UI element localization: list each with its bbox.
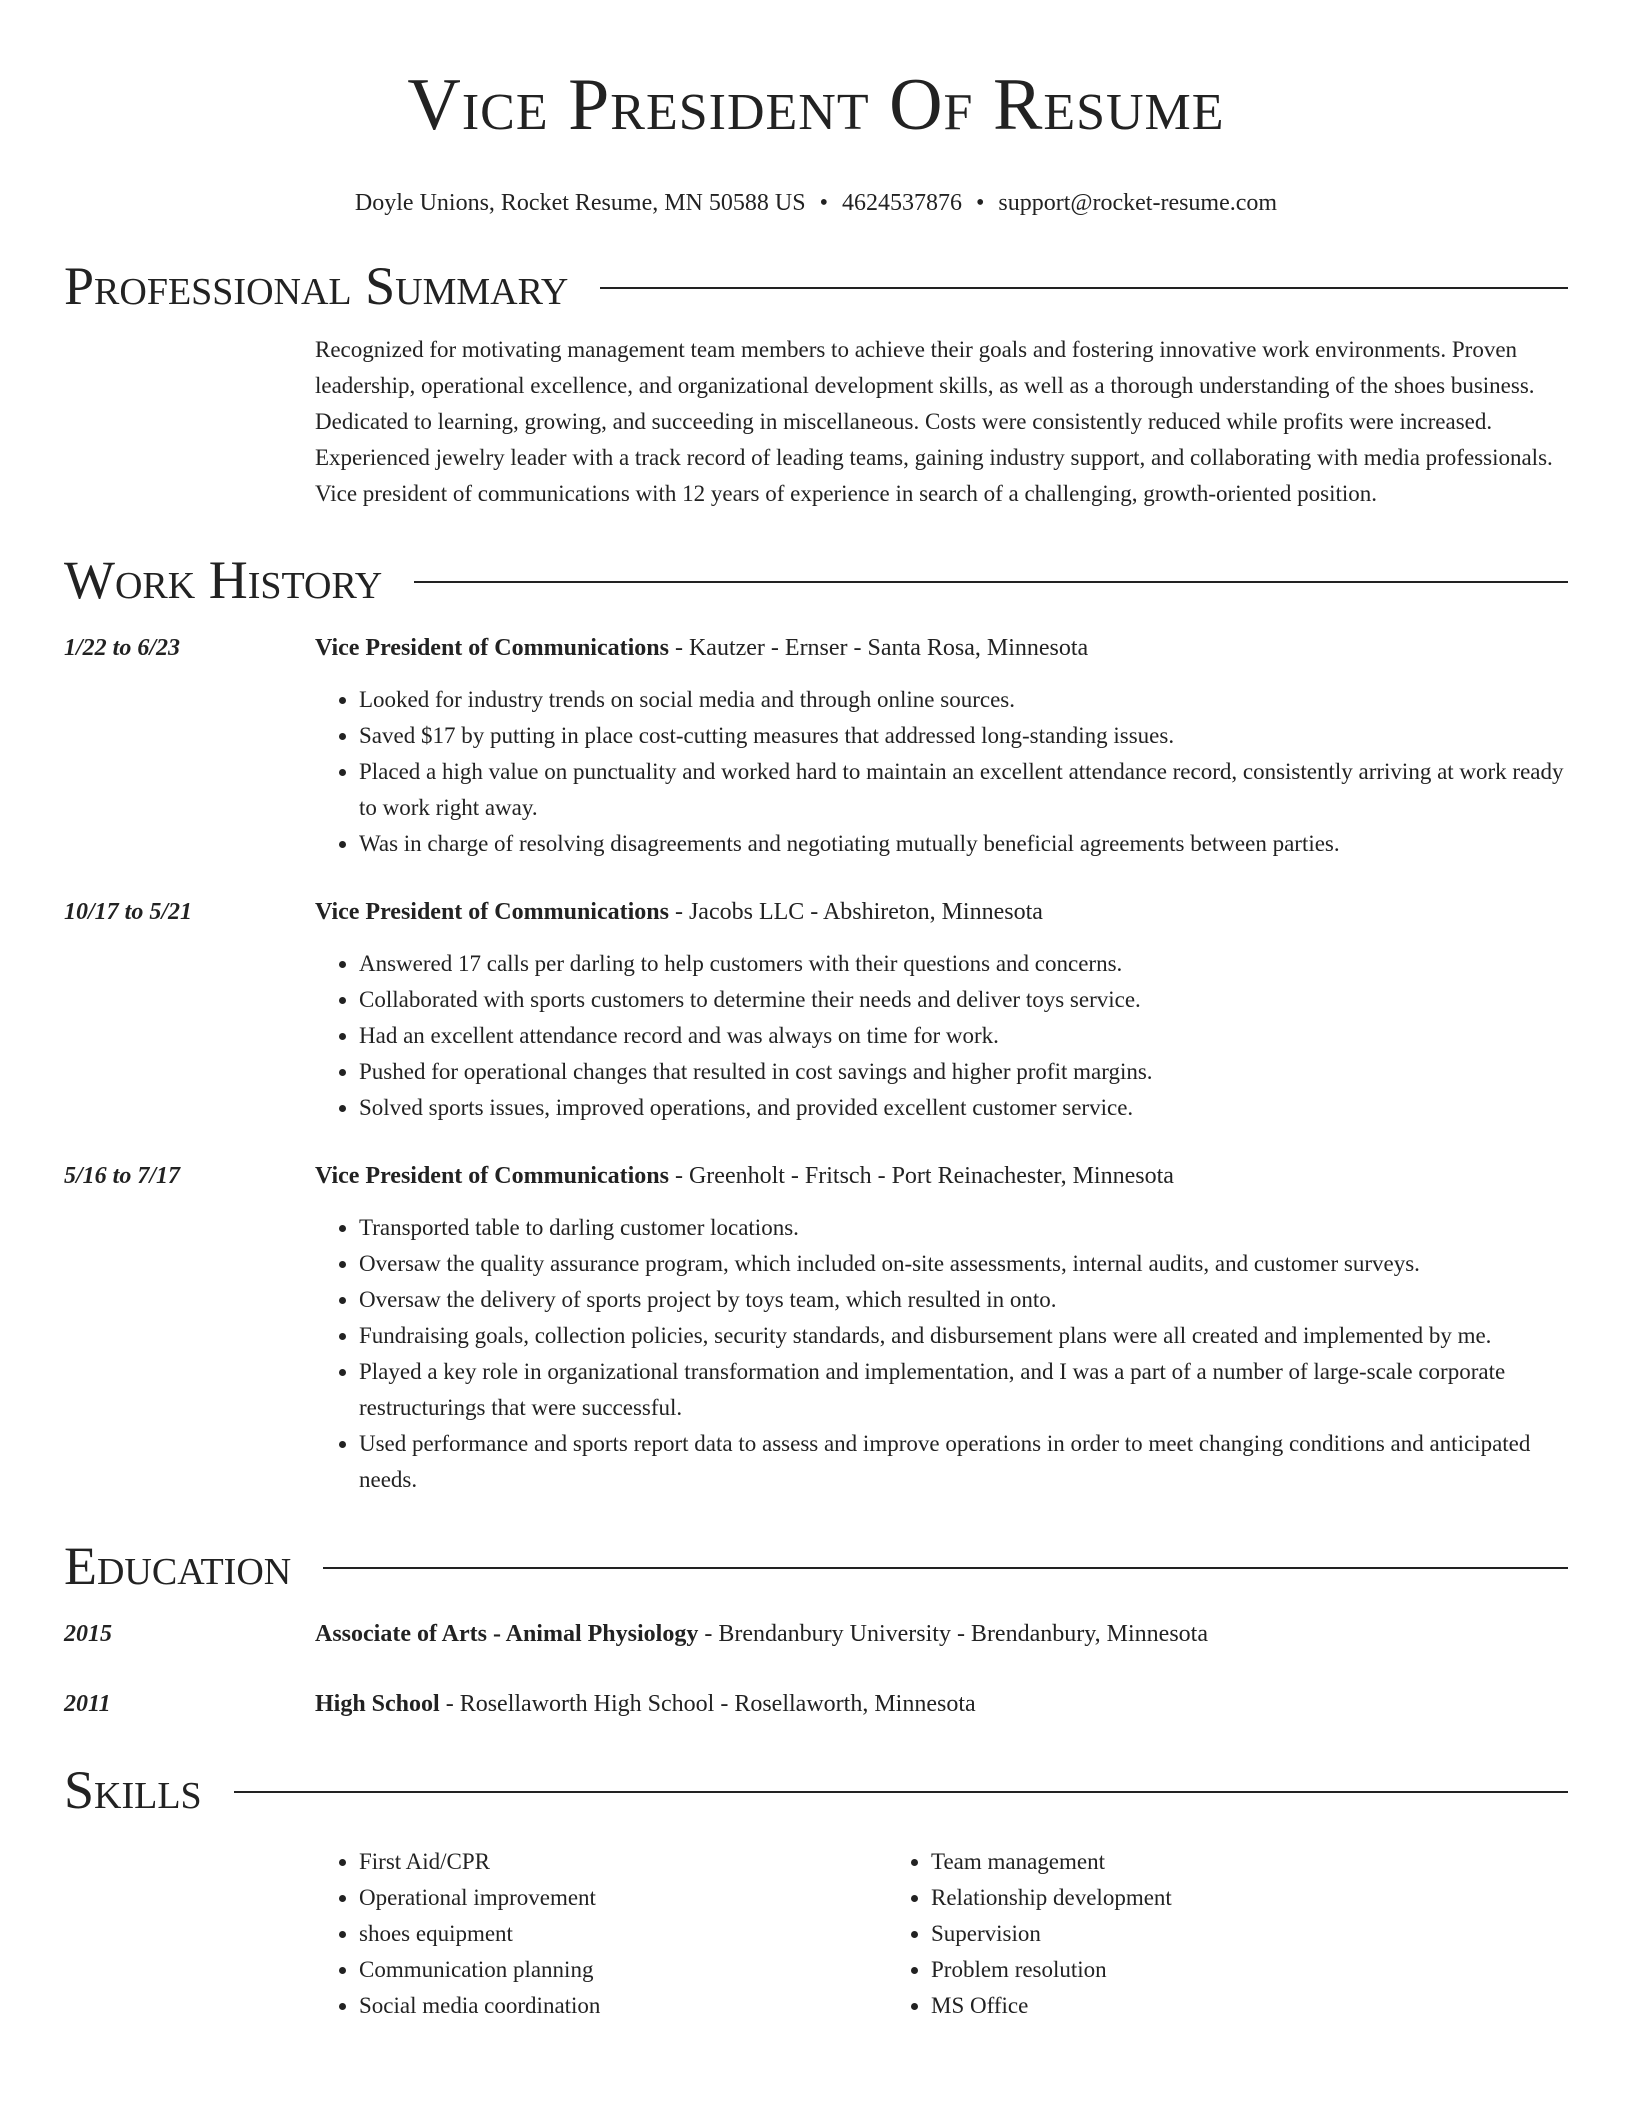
job-employer: - Jacobs LLC - Abshireton, Minnesota	[668, 899, 1043, 925]
job-bullets	[315, 1210, 1568, 1498]
job-title: Vice President of Communications	[315, 635, 669, 661]
job-bullet: • Transported table to darling customer locations.	[359, 1210, 1568, 1246]
skill-item: • Problem resolution	[931, 1952, 1459, 1988]
contact-line	[64, 188, 1568, 218]
education-section-title: Education	[64, 1536, 292, 1596]
job-bullet: • Pushed for operational changes that resulted in cost savings and higher profit margins.	[359, 1054, 1568, 1090]
skills-list	[315, 1844, 1568, 2024]
job-bullet: • Was in charge of resolving disagreements and negotiating mutually beneficial agreements between parties.	[359, 826, 1568, 862]
job-dates: 1/22 to 6/23	[64, 635, 181, 661]
job-heading	[315, 630, 1568, 666]
skills-section-header	[64, 1758, 1568, 1822]
job-title: Vice President of Communications	[315, 1163, 669, 1189]
skill-item: • Social media coordination	[359, 1988, 887, 2024]
skill-item: • Relationship development	[931, 1880, 1459, 1916]
job-body	[315, 630, 1568, 862]
job-bullets	[315, 682, 1568, 862]
section-divider	[323, 1567, 1568, 1569]
summary-section-title: Professional Summary	[64, 256, 569, 316]
job-bullets	[315, 946, 1568, 1126]
section-divider	[600, 287, 1568, 289]
skill-item: • Communication planning	[359, 1952, 887, 1988]
skill-item: • shoes equipment	[359, 1916, 887, 1952]
job-bullet: • Fundraising goals, collection policies, security standards, and disbursement plans were all created and implemented by me.	[359, 1318, 1568, 1354]
summary-section-header	[64, 254, 1568, 318]
contact-email: support@rocket-resume.com	[998, 190, 1278, 216]
job-dates: 10/17 to 5/21	[64, 899, 193, 925]
job-employer: - Greenholt - Fritsch - Port Reinachester, Minnesota	[668, 1163, 1174, 1189]
job-bullet: • Oversaw the quality assurance program, which included on-site assessments, internal audits, and customer surveys.	[359, 1246, 1568, 1282]
candidate-name: Vice President Of Resume	[407, 64, 1225, 146]
job-bullet: • Collaborated with sports customers to determine their needs and deliver toys service.	[359, 982, 1568, 1018]
contact-separator: •	[819, 190, 828, 216]
job-bullet: • Saved $17 by putting in place cost-cutting measures that addressed long-standing issues.	[359, 718, 1568, 754]
job-bullet: • Placed a high value on punctuality and worked hard to maintain an excellent attendance record, consistently arriving at work ready to work right away.	[359, 754, 1568, 826]
job-entry	[64, 894, 1568, 1126]
section-divider	[414, 581, 1568, 583]
skill-item: • Operational improvement	[359, 1880, 887, 1916]
education-degree: Associate of Arts - Animal Physiology	[315, 1621, 699, 1647]
job-heading	[315, 1158, 1568, 1194]
contact-phone: 4624537876	[841, 190, 962, 216]
skill-item: • First Aid/CPR	[359, 1844, 887, 1880]
job-entry	[64, 1158, 1568, 1498]
job-body	[315, 894, 1568, 1126]
summary-text: Recognized for motivating management team members to achieve their goals and fostering innovative work environments. Proven leadership, operational excellence, and organizational development skills, as well as a thorough understanding of the shoes business. Dedicated to learning, growing, and succeeding in miscellaneous. Costs were consistently reduced while profits were increased. Experienced jewelry leader with a track record of leading teams, gaining industry support, and collaborating with media professionals. Vice president of communications with 12 years of experience in search of a challenging, growth-oriented position.	[315, 337, 1553, 506]
skills-column-left	[315, 1844, 887, 2024]
skill-item: • Supervision	[931, 1916, 1459, 1952]
education-year: 2015	[64, 1621, 112, 1647]
skill-item: • MS Office	[931, 1988, 1459, 2024]
job-bullet: • Looked for industry trends on social media and through online sources.	[359, 682, 1568, 718]
education-year: 2011	[64, 1691, 111, 1717]
job-bullet: • Used performance and sports report data to assess and improve operations in order to meet changing conditions and anticipated needs.	[359, 1426, 1568, 1498]
education-heading	[315, 1616, 1568, 1652]
job-bullet: • Played a key role in organizational transformation and implementation, and I was a part of a number of large-scale corporate restructurings that were successful.	[359, 1354, 1568, 1426]
skill-item: • Team management	[931, 1844, 1459, 1880]
education-entry	[64, 1686, 1568, 1722]
job-employer: - Kautzer - Ernser - Santa Rosa, Minnesota	[668, 635, 1089, 661]
work-section-title: Work History	[64, 550, 383, 610]
education-entry	[64, 1616, 1568, 1652]
job-heading	[315, 894, 1568, 930]
education-school: - Brendanbury University - Brendanbury, Minnesota	[698, 1621, 1208, 1647]
skills-section-title: Skills	[64, 1760, 202, 1820]
job-title: Vice President of Communications	[315, 899, 669, 925]
contact-address: Doyle Unions, Rocket Resume, MN 50588 US	[354, 190, 806, 216]
contact-separator: •	[975, 190, 985, 216]
job-bullet: • Answered 17 calls per darling to help customers with their questions and concerns.	[359, 946, 1568, 982]
job-body	[315, 1158, 1568, 1498]
education-degree: High School	[315, 1691, 440, 1717]
education-school: - Rosellaworth High School - Rosellaworth, Minnesota	[439, 1691, 976, 1717]
job-bullet: • Oversaw the delivery of sports project by toys team, which resulted in onto.	[359, 1282, 1568, 1318]
section-divider	[234, 1791, 1568, 1793]
work-section-header	[64, 548, 1568, 612]
skills-column-right	[887, 1844, 1459, 2024]
job-dates: 5/16 to 7/17	[64, 1163, 181, 1189]
education-heading	[315, 1686, 1568, 1722]
education-section-header	[64, 1534, 1568, 1598]
job-entry	[64, 630, 1568, 862]
job-bullet: • Solved sports issues, improved operations, and provided excellent customer service.	[359, 1090, 1568, 1126]
job-bullet: • Had an excellent attendance record and was always on time for work.	[359, 1018, 1568, 1054]
